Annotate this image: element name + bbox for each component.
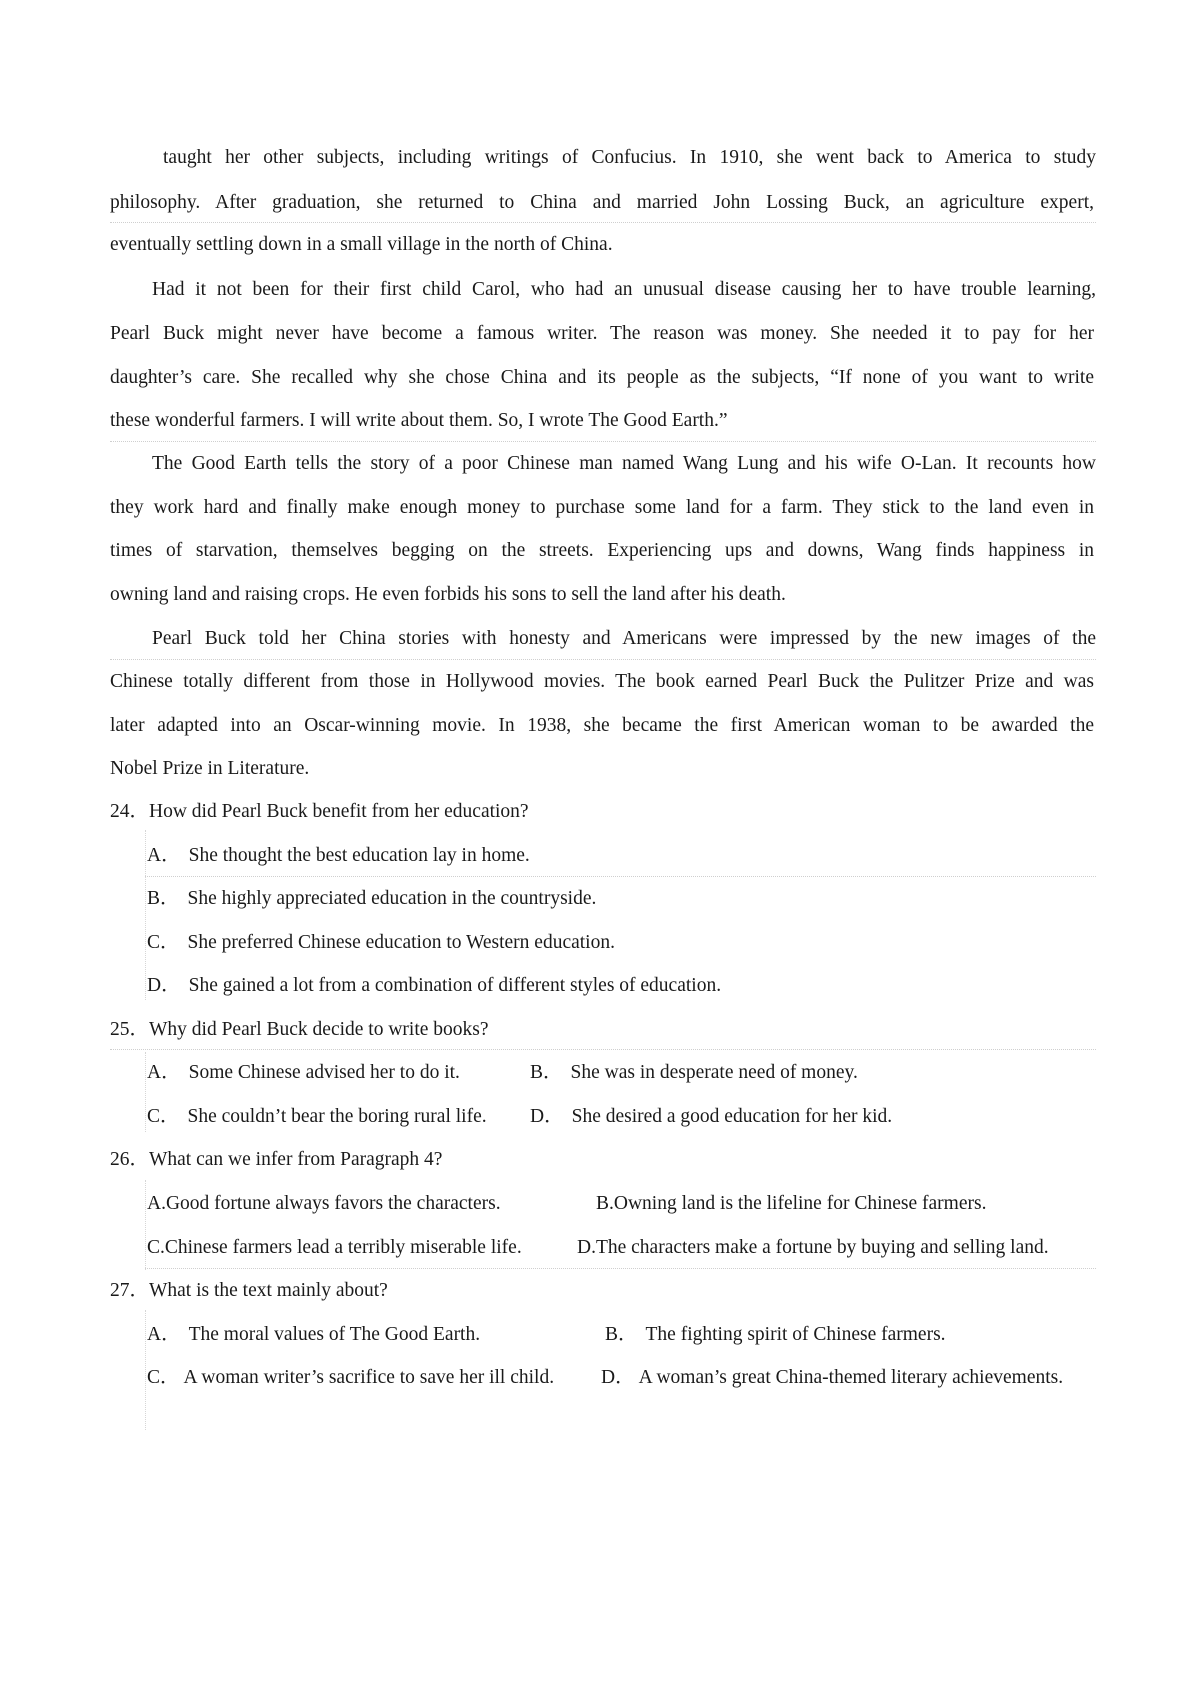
paragraph-1-line-3: eventually settling down in a small village in the north of China. xyxy=(110,234,613,255)
paragraph-3-line-3: times of starvation, themselves begging on the streets. Experiencing ups and downs, Wang finds happiness in xyxy=(110,540,1094,561)
paragraph-2-line-1: Had it not been for their first child Carol, who had an unusual disease causing her to have trouble learning, xyxy=(152,279,1096,300)
option-text: A woman writer’s sacrifice to save her ill child. xyxy=(183,1367,555,1388)
dotted-separator xyxy=(145,876,1096,877)
dotted-margin-line xyxy=(145,1310,146,1430)
question-27-option-c[interactable] xyxy=(147,1365,554,1391)
dotted-separator xyxy=(110,659,1096,660)
question-26-option-a[interactable]: A.Good fortune always favors the characters. xyxy=(147,1193,501,1214)
option-letter: B． xyxy=(147,888,180,909)
paragraph-4-line-2: Chinese totally different from those in Hollywood movies. The book earned Pearl Buck the Pulitzer Prize and was xyxy=(110,671,1094,692)
paragraph-1-line-1: taught her other subjects, including writings of Confucius. In 1910, she went back to America to study xyxy=(163,147,1096,168)
option-text: She highly appreciated education in the countryside. xyxy=(187,888,597,909)
option-letter: C． xyxy=(147,932,180,953)
dotted-margin-line xyxy=(145,830,146,1000)
question-27-stem: 27．What is the text mainly about? xyxy=(110,1280,388,1301)
option-letter: D． xyxy=(601,1367,635,1388)
question-27-option-b[interactable] xyxy=(605,1322,946,1348)
paragraph-2-line-4: these wonderful farmers. I will write about them. So, I wrote The Good Earth.” xyxy=(110,410,728,431)
question-27-option-d[interactable] xyxy=(601,1365,1063,1391)
option-text: The moral values of The Good Earth. xyxy=(188,1324,481,1345)
option-text: She was in desperate need of money. xyxy=(570,1062,858,1083)
option-text: The fighting spirit of Chinese farmers. xyxy=(645,1324,946,1345)
paragraph-3-line-1: The Good Earth tells the story of a poor Chinese man named Wang Lung and his wife O-Lan. It recounts how xyxy=(152,453,1096,474)
dotted-margin-line xyxy=(145,1180,146,1270)
question-24-option-a[interactable] xyxy=(147,843,530,869)
option-letter: B． xyxy=(530,1062,563,1083)
question-25-option-d[interactable] xyxy=(530,1104,892,1130)
option-letter: D． xyxy=(530,1106,564,1127)
question-26-stem: 26．What can we infer from Paragraph 4? xyxy=(110,1149,443,1170)
option-text: A woman’s great China-themed literary achievements. xyxy=(638,1367,1064,1388)
dotted-separator xyxy=(145,1268,1096,1269)
paragraph-1-line-2: philosophy. After graduation, she returned to China and married John Lossing Buck, an agriculture expert, xyxy=(110,192,1094,213)
paragraph-2-line-2: Pearl Buck might never have become a famous writer. The reason was money. She needed it to pay for her xyxy=(110,323,1094,344)
question-26-option-b[interactable]: B.Owning land is the lifeline for Chinese farmers. xyxy=(596,1193,987,1214)
paragraph-4-line-3: later adapted into an Oscar-winning movie. In 1938, she became the first American woman to be awarded the xyxy=(110,715,1094,736)
option-letter: A． xyxy=(147,845,181,866)
option-letter: C． xyxy=(147,1367,180,1388)
dotted-separator xyxy=(110,1049,1096,1050)
question-24-option-b[interactable] xyxy=(147,886,596,912)
question-25-option-b[interactable] xyxy=(530,1060,858,1086)
paragraph-3-line-4: owning land and raising crops. He even forbids his sons to sell the land after his death. xyxy=(110,584,786,605)
option-text: She thought the best education lay in home. xyxy=(188,845,530,866)
question-26-option-c[interactable]: C.Chinese farmers lead a terribly miserable life. xyxy=(147,1237,522,1258)
question-25-stem: 25．Why did Pearl Buck decide to write books? xyxy=(110,1019,489,1040)
option-text: She preferred Chinese education to Western education. xyxy=(187,932,615,953)
option-letter: D． xyxy=(147,975,181,996)
question-24-option-d[interactable] xyxy=(147,973,721,999)
question-24-stem: 24．How did Pearl Buck benefit from her education? xyxy=(110,801,529,822)
question-25-option-a[interactable] xyxy=(147,1060,460,1086)
option-text: Some Chinese advised her to do it. xyxy=(188,1062,460,1083)
paragraph-3-line-2: they work hard and finally make enough money to purchase some land for a farm. They stick to the land even in xyxy=(110,497,1094,518)
option-letter: A． xyxy=(147,1062,181,1083)
dotted-margin-line xyxy=(145,1052,146,1132)
option-letter: A． xyxy=(147,1324,181,1345)
question-24-option-c[interactable] xyxy=(147,930,615,956)
question-26-option-d[interactable]: D.The characters make a fortune by buying and selling land. xyxy=(577,1237,1049,1258)
paragraph-4-line-4: Nobel Prize in Literature. xyxy=(110,758,310,779)
option-letter: C． xyxy=(147,1106,180,1127)
paragraph-4-line-1: Pearl Buck told her China stories with honesty and Americans were impressed by the new images of the xyxy=(152,628,1096,649)
question-25-option-c[interactable] xyxy=(147,1104,487,1130)
dotted-separator xyxy=(110,222,1096,223)
dotted-separator xyxy=(110,441,1096,442)
option-text: She couldn’t bear the boring rural life. xyxy=(187,1106,487,1127)
paragraph-2-line-3: daughter’s care. She recalled why she chose China and its people as the subjects, “If none of you want to write xyxy=(110,367,1094,388)
option-letter: B． xyxy=(605,1324,638,1345)
option-text: She desired a good education for her kid. xyxy=(571,1106,893,1127)
option-text: She gained a lot from a combination of different styles of education. xyxy=(188,975,722,996)
question-27-option-a[interactable] xyxy=(147,1322,480,1348)
